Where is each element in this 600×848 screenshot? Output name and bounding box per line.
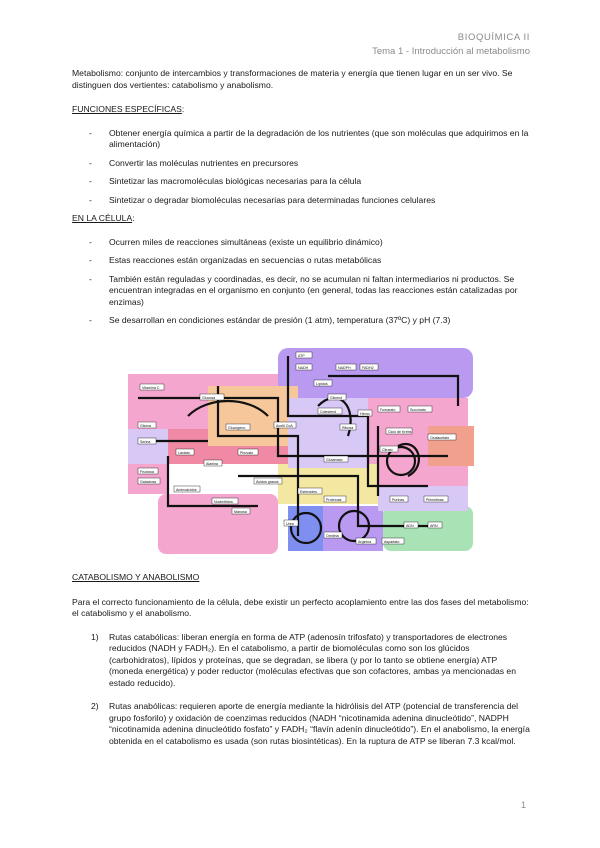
map-label — [200, 394, 224, 400]
list-item: - Ocurren miles de reacciones simultáneas (existe un equilibrio dinámico) — [89, 236, 383, 247]
svg-text:Lípidos: Lípidos — [316, 381, 328, 386]
celula-list — [72, 237, 532, 327]
list-number: 1) — [91, 631, 99, 642]
map-label — [226, 424, 250, 430]
map-label — [404, 522, 418, 528]
map-label — [358, 410, 372, 416]
svg-text:Serina: Serina — [140, 439, 151, 444]
map-label — [318, 408, 342, 414]
map-label — [138, 468, 158, 474]
funciones-heading-colon: : — [181, 104, 185, 114]
map-label — [174, 486, 200, 492]
map-label — [428, 522, 442, 528]
list-item-text: Sintetizar o degradar biomoléculas necesarias para determinadas funciones celulares — [109, 194, 436, 205]
map-label — [424, 496, 448, 502]
map-label — [138, 478, 160, 484]
map-label — [296, 364, 312, 370]
document-body — [72, 68, 532, 334]
svg-text:Succinato: Succinato — [410, 407, 426, 412]
svg-text:Colesterol: Colesterol — [320, 409, 337, 414]
map-label — [408, 406, 432, 412]
list-item: - También están reguladas y coordinadas, es decir, no se acumulan ni faltan intermediarios ni productos. Se encuentran integradas en el organismo en conjunto (en general, todas las reacciones están catalizadas por enzimas) — [89, 273, 518, 307]
list-item-text: Se desarrollan en condiciones estándar de presión (1 atm), temperatura (37ºC) y pH (7.3) — [109, 315, 451, 325]
svg-text:Acetil CoA: Acetil CoA — [276, 423, 293, 428]
map-label — [204, 460, 222, 466]
svg-text:Glucógeno: Glucógeno — [228, 425, 246, 430]
region-violet-bottom — [323, 506, 383, 551]
svg-text:Purinas: Purinas — [392, 497, 405, 502]
catabolismo-paragraph: Para el correcto funcionamiento de la célula, debe existir un perfecto acoplamiento entre las dos fases del metabolismo: el catabolismo y el anabolismo. — [72, 596, 529, 618]
map-label — [328, 394, 346, 400]
svg-text:Piruvato: Piruvato — [240, 450, 254, 455]
svg-text:Galactosa: Galactosa — [140, 479, 157, 484]
map-label — [324, 456, 348, 462]
map-label — [428, 434, 456, 440]
map-label — [380, 446, 398, 452]
list-item-text: Ocurren miles de reacciones simultáneas (existe un equilibrio dinámico) — [109, 236, 383, 247]
svg-text:Manosa: Manosa — [234, 509, 247, 514]
map-label — [324, 532, 342, 538]
list-item-text: Obtener energía química a partir de la degradación de los nutrientes (que son moléculas que adquirimos en la alimentación) — [109, 127, 529, 149]
map-label — [138, 438, 156, 444]
region-salmon-right — [428, 426, 474, 466]
celula-heading — [72, 213, 532, 225]
svg-text:Vitamina C: Vitamina C — [142, 385, 160, 390]
list-item: - Estas reacciones están organizadas en secuencias o rutas metabólicas — [89, 255, 382, 265]
svg-text:ADN: ADN — [406, 523, 414, 528]
map-label — [314, 380, 332, 386]
svg-text:Lactato: Lactato — [178, 450, 190, 455]
svg-text:Nucleótidos: Nucleótidos — [214, 499, 233, 504]
list-item-text: Estas reacciones están organizadas en secuencias o rutas metabólicas — [109, 255, 382, 265]
svg-text:Glicerol: Glicerol — [330, 395, 343, 400]
map-label — [232, 508, 250, 514]
svg-text:Aminoácidos: Aminoácidos — [176, 487, 197, 492]
svg-text:Glutamato: Glutamato — [326, 457, 343, 462]
map-label — [284, 520, 298, 526]
list-item-text: Rutas catabólicas: liberan energía en forma de ATP (adenosín trifosfato) y transportadores de electrones reducidos (NADH y FADH₂). En el catabolismo, a partir de biomoléculas como son los glúcidos (carbohidratos), lípidos y proteínas, que se degradan, se libera (y por lo tanto se obtiene energía) ATP (moneda energética) y poder reductor (moléculas efectivas que son cofactores, ambas ya mencionadas en estado reducido). — [109, 631, 516, 688]
map-label — [360, 364, 378, 370]
funciones-heading-text: FUNCIONES ESPECÍFICAS — [72, 104, 182, 114]
svg-text:Ribosa: Ribosa — [342, 425, 354, 430]
map-label — [140, 384, 164, 390]
map-label — [336, 364, 356, 370]
svg-text:Citrato: Citrato — [382, 447, 393, 452]
list-number: 2) — [91, 701, 99, 711]
svg-text:Fumarato: Fumarato — [380, 407, 396, 412]
list-item-text: Sintetizar las macromoléculas biológicas necesarias para la célula — [109, 176, 362, 186]
topic-title: Tema 1 - Introducción al metabolismo — [372, 46, 530, 57]
funciones-heading — [72, 104, 532, 116]
svg-text:ARN: ARN — [430, 523, 438, 528]
svg-text:Alanina: Alanina — [206, 461, 218, 466]
svg-text:Ácidos grasos: Ácidos grasos — [256, 479, 279, 484]
map-label — [324, 496, 346, 502]
svg-text:Fructosa: Fructosa — [140, 469, 154, 474]
svg-text:Urea: Urea — [286, 521, 294, 526]
map-label — [212, 498, 238, 504]
svg-text:NADPH: NADPH — [338, 365, 351, 370]
catabolismo-heading: CATABOLISMO Y ANABOLISMO — [72, 572, 200, 582]
map-label — [382, 538, 404, 544]
svg-text:Aspartato: Aspartato — [384, 539, 400, 544]
svg-text:Arginina: Arginina — [358, 539, 372, 544]
map-label — [176, 449, 194, 455]
svg-text:Proteínas: Proteínas — [326, 497, 342, 502]
list-item-text: Convertir las moléculas nutrientes en precursores — [109, 157, 299, 168]
list-item: - Obtener energía química a partir de la degradación de los nutrientes (que son moléculas que adquirimos en la alimentación) — [89, 127, 529, 149]
svg-text:Oxalacetato: Oxalacetato — [430, 435, 450, 440]
map-label — [390, 496, 408, 502]
map-label — [386, 428, 412, 434]
page-header — [372, 31, 530, 59]
svg-text:ATP: ATP — [298, 353, 305, 358]
subject-title: BIOQUÍMICA II — [457, 32, 530, 43]
intro-paragraph: Metabolismo: conjunto de intercambios y transformaciones de materia y energía que tienen lugar en un ser vivo. Se distinguen dos vertientes: catabolismo y anabolismo. — [72, 68, 513, 90]
list-item: - Sintetizar las macromoléculas biológicas necesarias para la célula — [89, 176, 362, 186]
svg-text:Hemo: Hemo — [360, 411, 370, 416]
list-item: - Convertir las moléculas nutrientes en precursores — [89, 157, 299, 168]
map-label — [254, 478, 282, 484]
map-label — [138, 422, 156, 428]
svg-text:Glucosa: Glucosa — [202, 395, 216, 400]
routes-list — [72, 632, 532, 748]
list-item: - Sintetizar o degradar biomoléculas necesarias para determinadas funciones celulares — [89, 194, 436, 205]
map-label — [238, 449, 258, 455]
catabolismo-section — [72, 572, 532, 759]
map-label — [356, 538, 376, 544]
list-item: - Se desarrollan en condiciones estándar de presión (1 atm), temperatura (37ºC) y pH (7.3) — [89, 315, 451, 325]
metabolic-map-figure — [128, 346, 474, 554]
list-item — [72, 632, 532, 690]
celula-heading-text: EN LA CÉLULA — [72, 213, 133, 223]
region-green-bottom — [383, 506, 473, 551]
celula-heading-colon: : — [132, 213, 135, 223]
map-label — [378, 406, 400, 412]
list-item — [72, 701, 532, 747]
list-item-text: También están reguladas y coordinadas, es decir, no se acumulan ni faltan intermediarios ni productos. Se encuentran integradas en el organismo en conjunto (en general, todas las reacciones están catalizadas por enzimas) — [109, 273, 518, 307]
map-label — [296, 352, 312, 358]
map-label — [274, 422, 296, 428]
svg-text:Ornitina: Ornitina — [326, 533, 339, 538]
list-item-text: Rutas anabólicas: requieren aporte de energía mediante la hidrólisis del ATP (potencial de transferencia del grupo fosforilo) y oxidación de coenzimas reducidos (NADH “nicotinamida adenina dinucleótido”, NADPH “nicotinamida adenina dinucleótido fosfato” y FADH₂ “flavín adenín dinucleótido”). En el anabolismo, la energía obtenida en el catabolismo es usada (son rutas biosintéticas). En la ruptura de ATP se liberan 7.3 kcal/mol. — [109, 701, 530, 746]
svg-text:Glicina: Glicina — [140, 423, 151, 428]
funciones-list — [72, 128, 532, 207]
svg-text:Pirimidinas: Pirimidinas — [426, 497, 444, 502]
svg-text:FADH2: FADH2 — [362, 365, 374, 370]
page-number: 1 — [520, 800, 526, 810]
svg-text:Ciclo de Krebs: Ciclo de Krebs — [388, 429, 412, 434]
svg-text:NADH: NADH — [298, 365, 309, 370]
map-label — [340, 424, 356, 430]
map-label — [298, 488, 322, 494]
svg-text:Esteroides: Esteroides — [300, 489, 317, 494]
